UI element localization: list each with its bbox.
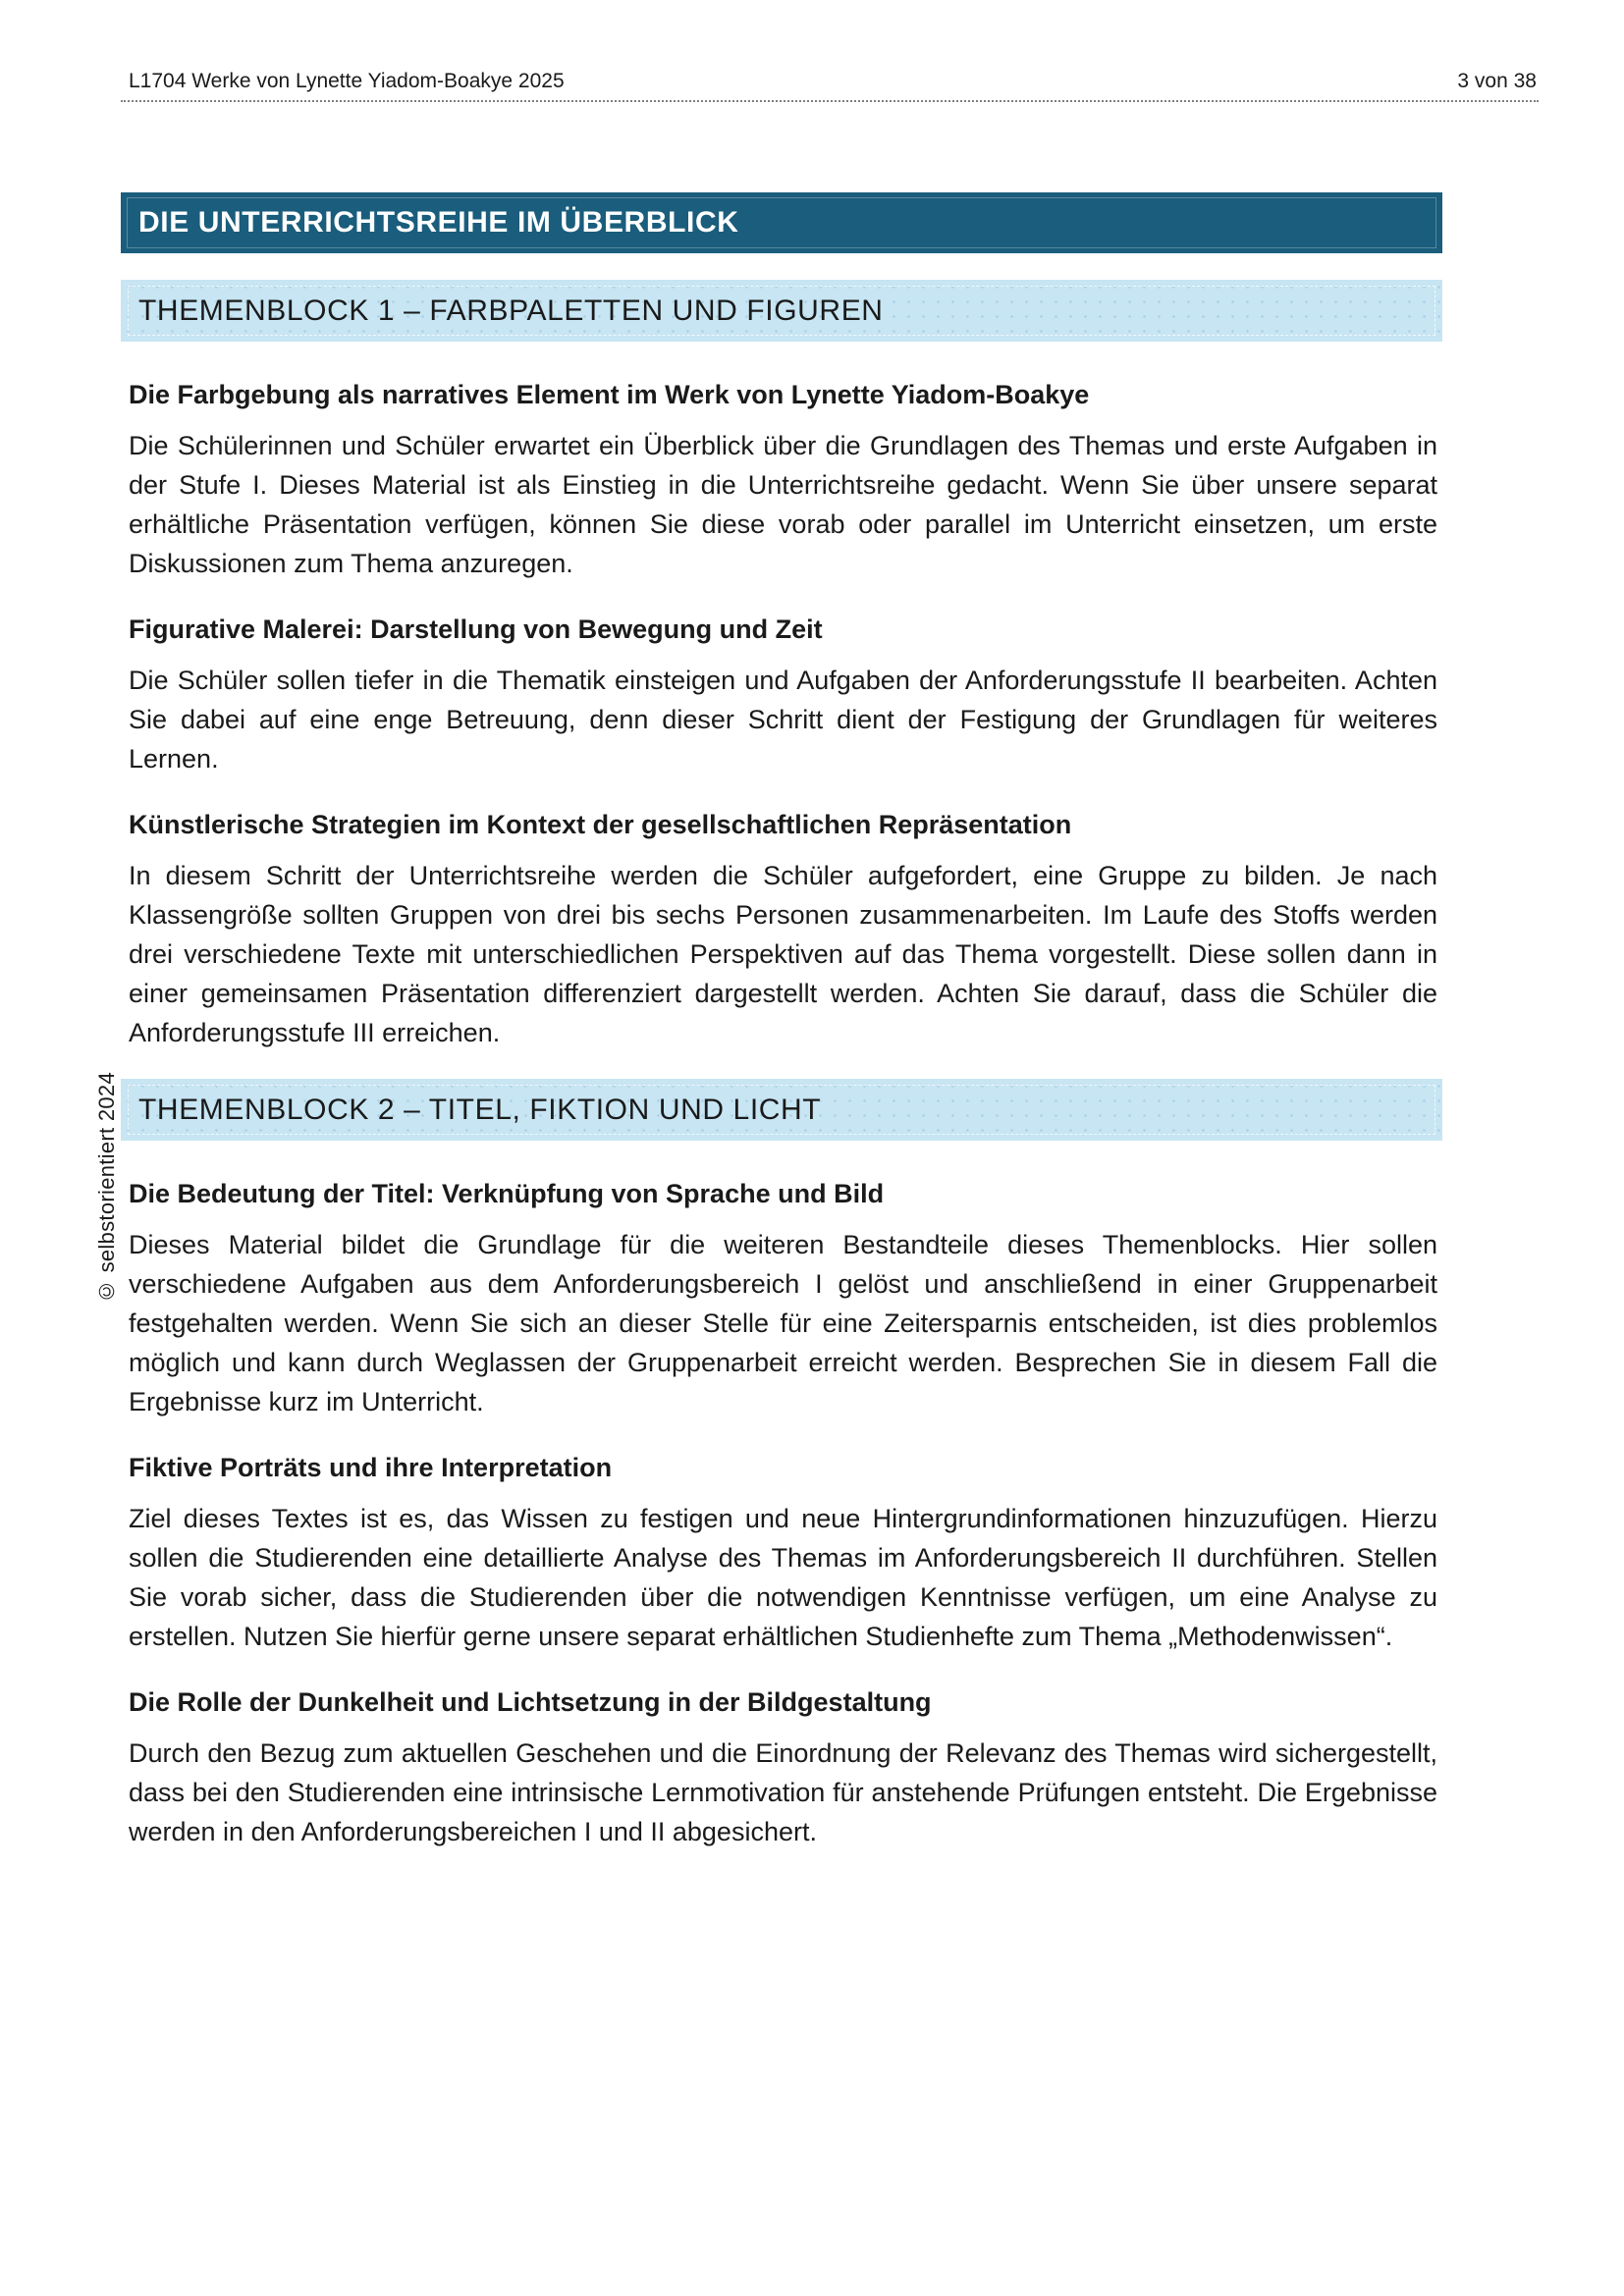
copyright-sidebar-text: © selbstorientiert 2024 [94,1072,119,1305]
block-heading: Die Farbgebung als narratives Element im Werk von Lynette Yiadom-Boakye [129,380,1090,409]
page-content [129,192,1437,1878]
block-paragraph: In diesem Schritt der Unterrichtsreihe werden die Schüler aufgefordert, eine Gruppe zu bilden. Je nach Klassengröße sollten Gruppen von drei bis sechs Personen zusammenarbeiten. Im Laufe des Stoffs werden drei verschiedene Texte mit unterschiedlichen Perspektiven auf das Thema vorgestellt. Diese sollen dann in einer gemeinsamen Präsentation differenziert dargestellt werden. Achten Sie darauf, dass die Schüler die Anforderungsstufe III erreichen. [129,861,1437,1047]
content-block [129,610,1437,778]
overview-banner [121,192,1442,253]
section-themenblock-2 [129,1079,1437,1851]
block-heading: Die Bedeutung der Titel: Verknüpfung von Sprache und Bild [129,1179,885,1208]
overview-banner-label: DIE UNTERRICHTSREIHE IM ÜBERBLICK [138,206,739,239]
themenblock-2-banner [121,1079,1442,1141]
header-page-number: 3 von 38 [1457,70,1537,92]
block-paragraph: Die Schüler sollen tiefer in die Thematik einsteigen und Aufgaben der Anforderungsstufe II bearbeiten. Achten Sie dabei auf eine enge Betreuung, denn dieser Schritt dient der Festigung der Grundlagen für weiteres Lernen. [129,666,1437,774]
themenblock-1-banner [121,280,1442,342]
content-block [129,1174,1437,1421]
block-paragraph: Ziel dieses Textes ist es, das Wissen zu festigen und neue Hintergrundinformationen hinzuzufügen. Hierzu sollen die Studierenden eine detaillierte Analyse des Themas im Anforderungsbereich II durchführen. Stellen Sie vorab sicher, dass die Studierenden über die notwendigen Kenntnisse verfügen, um eine Analyse zu erstellen. Nutzen Sie hierfür gerne unsere separat erhältlichen Studienhefte zum Thema „Methodenwissen“. [129,1504,1437,1651]
content-block [129,375,1437,583]
header-document-title: L1704 Werke von Lynette Yiadom-Boakye 2025 [129,70,565,92]
themenblock-1-banner-label: THEMENBLOCK 1 – FARBPALETTEN UND FIGUREN [138,294,884,327]
content-block [129,1448,1437,1656]
content-block [129,805,1437,1052]
block-paragraph: Durch den Bezug zum aktuellen Geschehen und die Einordnung der Relevanz des Themas wird sichergestellt, dass bei den Studierenden eine intrinsische Lernmotivation für anstehende Prüfungen entsteht. Die Ergebnisse werden in den Anforderungsbereichen I und II abgesichert. [129,1738,1437,1846]
block-heading: Fiktive Porträts und ihre Interpretation [129,1453,613,1482]
block-heading: Figurative Malerei: Darstellung von Bewegung und Zeit [129,614,823,644]
block-heading: Künstlerische Strategien im Kontext der gesellschaftlichen Repräsentation [129,810,1072,839]
page-header [121,0,1539,102]
section-themenblock-1 [129,280,1437,1052]
block-paragraph: Dieses Material bildet die Grundlage für die weiteren Bestandteile dieses Themenblocks. Hier sollen verschiedene Aufgaben aus dem Anforderungsbereich I gelöst und anschließend in einer Gruppenarbeit festgehalten werden. Wenn Sie sich an dieser Stelle für eine Zeitersparnis entscheiden, ist dies problemlos möglich und kann durch Weglassen der Gruppenarbeit erreicht werden. Besprechen Sie in diesem Fall die Ergebnisse kurz im Unterricht. [129,1230,1437,1416]
block-heading: Die Rolle der Dunkelheit und Lichtsetzung in der Bildgestaltung [129,1687,932,1717]
block-paragraph: Die Schülerinnen und Schüler erwartet ein Überblick über die Grundlagen des Themas und erste Aufgaben in der Stufe I. Dieses Material ist als Einstieg in die Unterrichtsreihe gedacht. Wenn Sie über unsere separat erhältliche Präsentation verfügen, können Sie diese vorab oder parallel im Unterricht einsetzen, um erste Diskussionen zum Thema anzuregen. [129,431,1437,578]
themenblock-2-banner-label: THEMENBLOCK 2 – TITEL, FIKTION UND LICHT [138,1093,822,1126]
content-block [129,1682,1437,1851]
